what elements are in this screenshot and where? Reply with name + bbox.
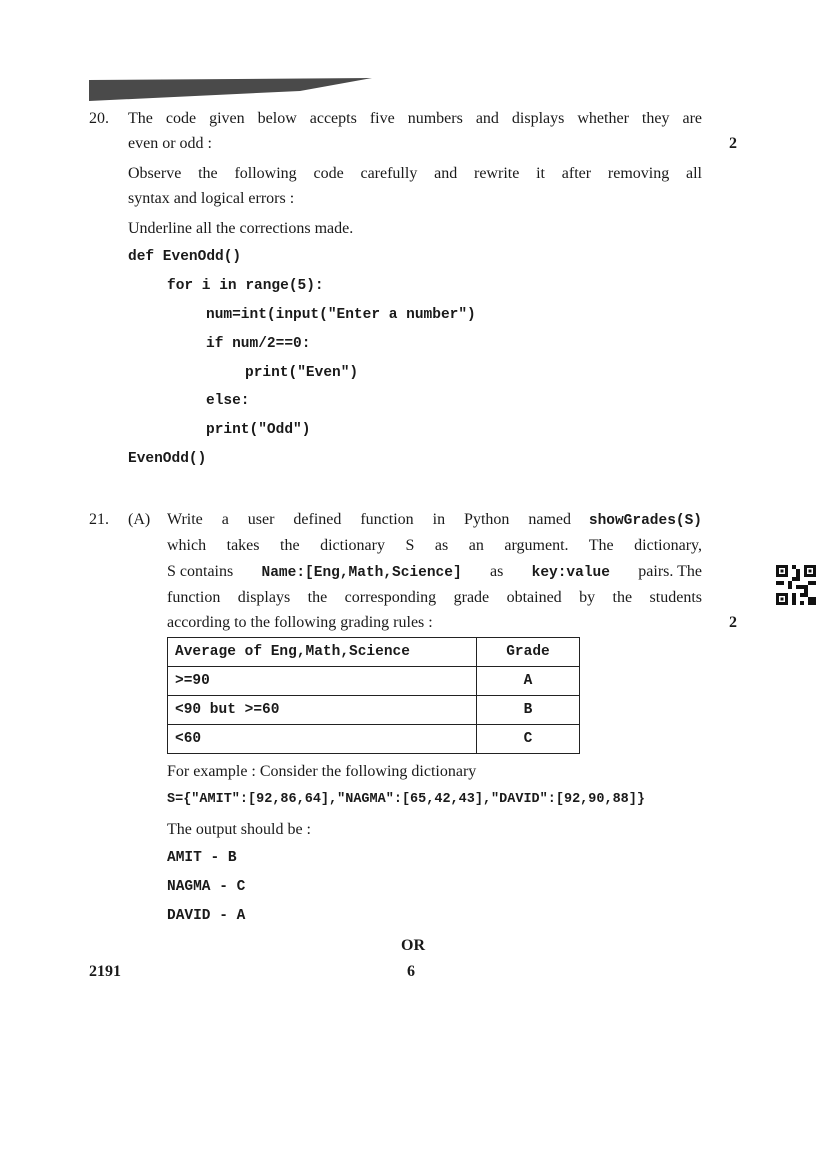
q21-l1-code: showGrades(S): [588, 513, 702, 529]
code-line: print("Even"): [245, 365, 359, 381]
table-cell: <60: [168, 725, 477, 754]
q21-l3-code1: Name:[Eng,Math,Science]: [261, 565, 462, 581]
q21-text-line5: according to the following grading rules :: [167, 614, 433, 631]
q21-l1-text: Write a user defined function in Python named: [167, 511, 571, 528]
example-intro: For example : Consider the following dictionary: [167, 763, 477, 780]
q21-text-line3: [167, 563, 702, 581]
table-row: [168, 725, 580, 754]
header-band: [0, 0, 827, 110]
code-line: num=int(input("Enter a number"): [206, 307, 476, 323]
grading-table: [167, 637, 580, 754]
table-row: [168, 667, 580, 696]
code-line: else:: [206, 393, 250, 409]
q20-text-line5: Underline all the corrections made.: [128, 220, 354, 237]
q20-number: 20.: [89, 110, 109, 127]
table-cell: <90 but >=60: [168, 696, 477, 725]
q21-marks: 2: [729, 614, 737, 631]
code-line: if num/2==0:: [206, 336, 311, 352]
table-header-cell: Grade: [477, 638, 580, 667]
code-line: def EvenOdd(): [128, 249, 242, 265]
code-line: for i in range(5):: [167, 278, 324, 294]
qr-code: [776, 565, 816, 605]
q20-text-line2: even or odd :: [128, 135, 212, 152]
or-separator: OR: [401, 937, 425, 954]
q20-text-line3: Observe the following code carefully and rewrite it after removing all: [128, 165, 702, 182]
table-row: [168, 696, 580, 725]
table-cell: >=90: [168, 667, 477, 696]
q21-l3-text-c: pairs. The: [638, 563, 702, 580]
q20-marks: 2: [729, 135, 737, 152]
table-header-cell: Average of Eng,Math,Science: [168, 638, 477, 667]
q21-text-line4: function displays the corresponding grade obtained by the students: [167, 589, 702, 606]
q21-l3-code2: key:value: [531, 565, 610, 581]
code-line: EvenOdd(): [128, 451, 207, 467]
output-line: NAGMA - C: [167, 879, 246, 895]
q21-text-line1: [167, 511, 702, 529]
footer-code: 2191: [89, 963, 121, 980]
q21-part-label: (A): [128, 511, 151, 528]
page-number: 6: [407, 963, 415, 980]
code-line: print("Odd"): [206, 422, 311, 438]
q20-text-line1: The code given below accepts five numbers and displays whether they are: [128, 110, 702, 127]
q21-l3-text-b: as: [489, 563, 504, 580]
output-line: AMIT - B: [167, 850, 237, 866]
q20-text-line4: syntax and logical errors :: [128, 190, 295, 207]
table-cell: B: [477, 696, 580, 725]
table-header-row: [168, 638, 580, 667]
q21-l3-text-a: S contains: [167, 563, 234, 580]
table-cell: C: [477, 725, 580, 754]
example-dictionary: S={"AMIT":[92,86,64],"NAGMA":[65,42,43],"DAVID":[92,90,88]}: [167, 792, 645, 807]
q21-text-line2: which takes the dictionary S as an argument. The dictionary,: [167, 537, 702, 554]
output-line: DAVID - A: [167, 908, 246, 924]
q21-number: 21.: [89, 511, 109, 528]
output-intro: The output should be :: [167, 821, 311, 838]
table-cell: A: [477, 667, 580, 696]
